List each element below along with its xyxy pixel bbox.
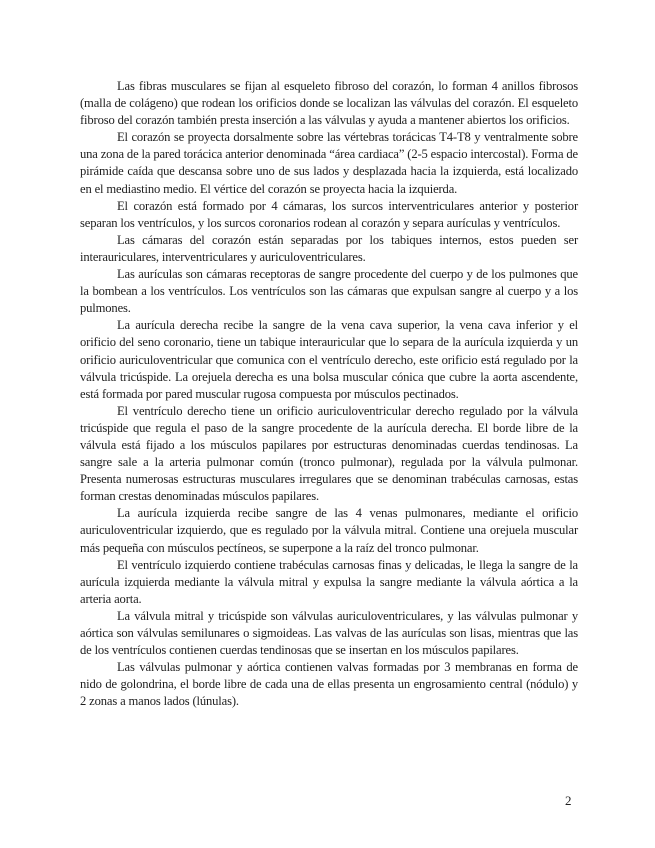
paragraph: Las cámaras del corazón están separadas por los tabiques internos, estos pueden ser interauriculares, interventriculares y auriculoventriculares. [80,232,578,264]
paragraph: El corazón se proyecta dorsalmente sobre las vértebras torácicas T4-T8 y ventralmente sobre una zona de la pared torácica anterior denominada “área cardiaca” (2-5 espacio intercostal). Forma de pirámide caída que descansa sobre uno de sus lados y desplazada hacia la izquierda, está localizado en el mediastino medio. El vértice del corazón se proyecta hacia la izquierda. [80,130,578,196]
page-number: 2 [565,793,572,808]
paragraph: La válvula mitral y tricúspide son válvulas auriculoventriculares, y las válvulas pulmonar y aórtica son válvulas semilunares o sigmoideas. Las valvas de las aurículas son lisas, mientras que las de los ventrículos contienen cuerdas tendinosas que se insertan en los músculos papilares. [80,608,578,658]
paragraph: La aurícula derecha recibe la sangre de la vena cava superior, la vena cava inferior y el orificio del seno coronario, tiene un tabique interauricular que lo separa de la aurícula izquierda y un orificio auriculoventricular que comunica con el ventrículo derecho, este orificio está regulado por la válvula tricúspide. La orejuela derecha es una bolsa muscular cónica que cubre la aorta ascendente, está formada por pared muscular rugosa compuesta por músculos pectinados. [80,318,578,401]
paragraph: El ventrículo derecho tiene un orificio auriculoventricular derecho regulado por la válvula tricúspide que regula el paso de la sangre procedente de la aurícula derecha. El borde libre de la válvula está fijado a los músculos papilares por estructuras denominadas cuerdas tendinosas. La sangre sale a la arteria pulmonar común (tronco pulmonar), regulada por la válvula pulmonar. Presenta numerosas estructuras musculares irregulares que se denominan trabéculas carnosas, estas forman crestas denominadas músculos papilares. [80,403,578,504]
document-body [80,78,578,710]
paragraph: Las aurículas son cámaras receptoras de sangre procedente del cuerpo y de los pulmones que la bombean a los ventrículos. Los ventrículos son las cámaras que expulsan sangre al cuerpo y a los pulmones. [80,267,578,316]
paragraph: El corazón está formado por 4 cámaras, los surcos interventriculares anterior y posterior separan los ventrículos, y los surcos coronarios rodean al corazón y separa aurículas y ventrículos. [80,198,578,230]
paragraph: Las fibras musculares se fijan al esqueleto fibroso del corazón, lo forman 4 anillos fibrosos (malla de colágeno) que rodean los orificios donde se localizan las válvulas del corazón. El esqueleto fibroso del corazón también presta inserción a las válvulas y ayuda a mantener abiertos los orificios. [80,79,578,128]
paragraph: El ventrículo izquierdo contiene trabéculas carnosas finas y delicadas, le llega la sangre de la aurícula izquierda mediante la válvula mitral y expulsa la sangre mediante la válvula aórtica a la arteria aorta. [80,557,578,606]
paragraph: La aurícula izquierda recibe sangre de las 4 venas pulmonares, mediante el orificio auriculoventricular izquierdo, que es regulado por la válvula mitral. Contiene una orejuela muscular más pequeña con músculos pectíneos, se superpone a la raíz del tronco pulmonar. [80,506,578,555]
paragraph: Las válvulas pulmonar y aórtica contienen valvas formadas por 3 membranas en forma de nido de golondrina, el borde libre de cada una de ellas presenta un engrosamiento central (nódulo) y 2 zonas a manos lados (lúnulas). [80,660,578,709]
